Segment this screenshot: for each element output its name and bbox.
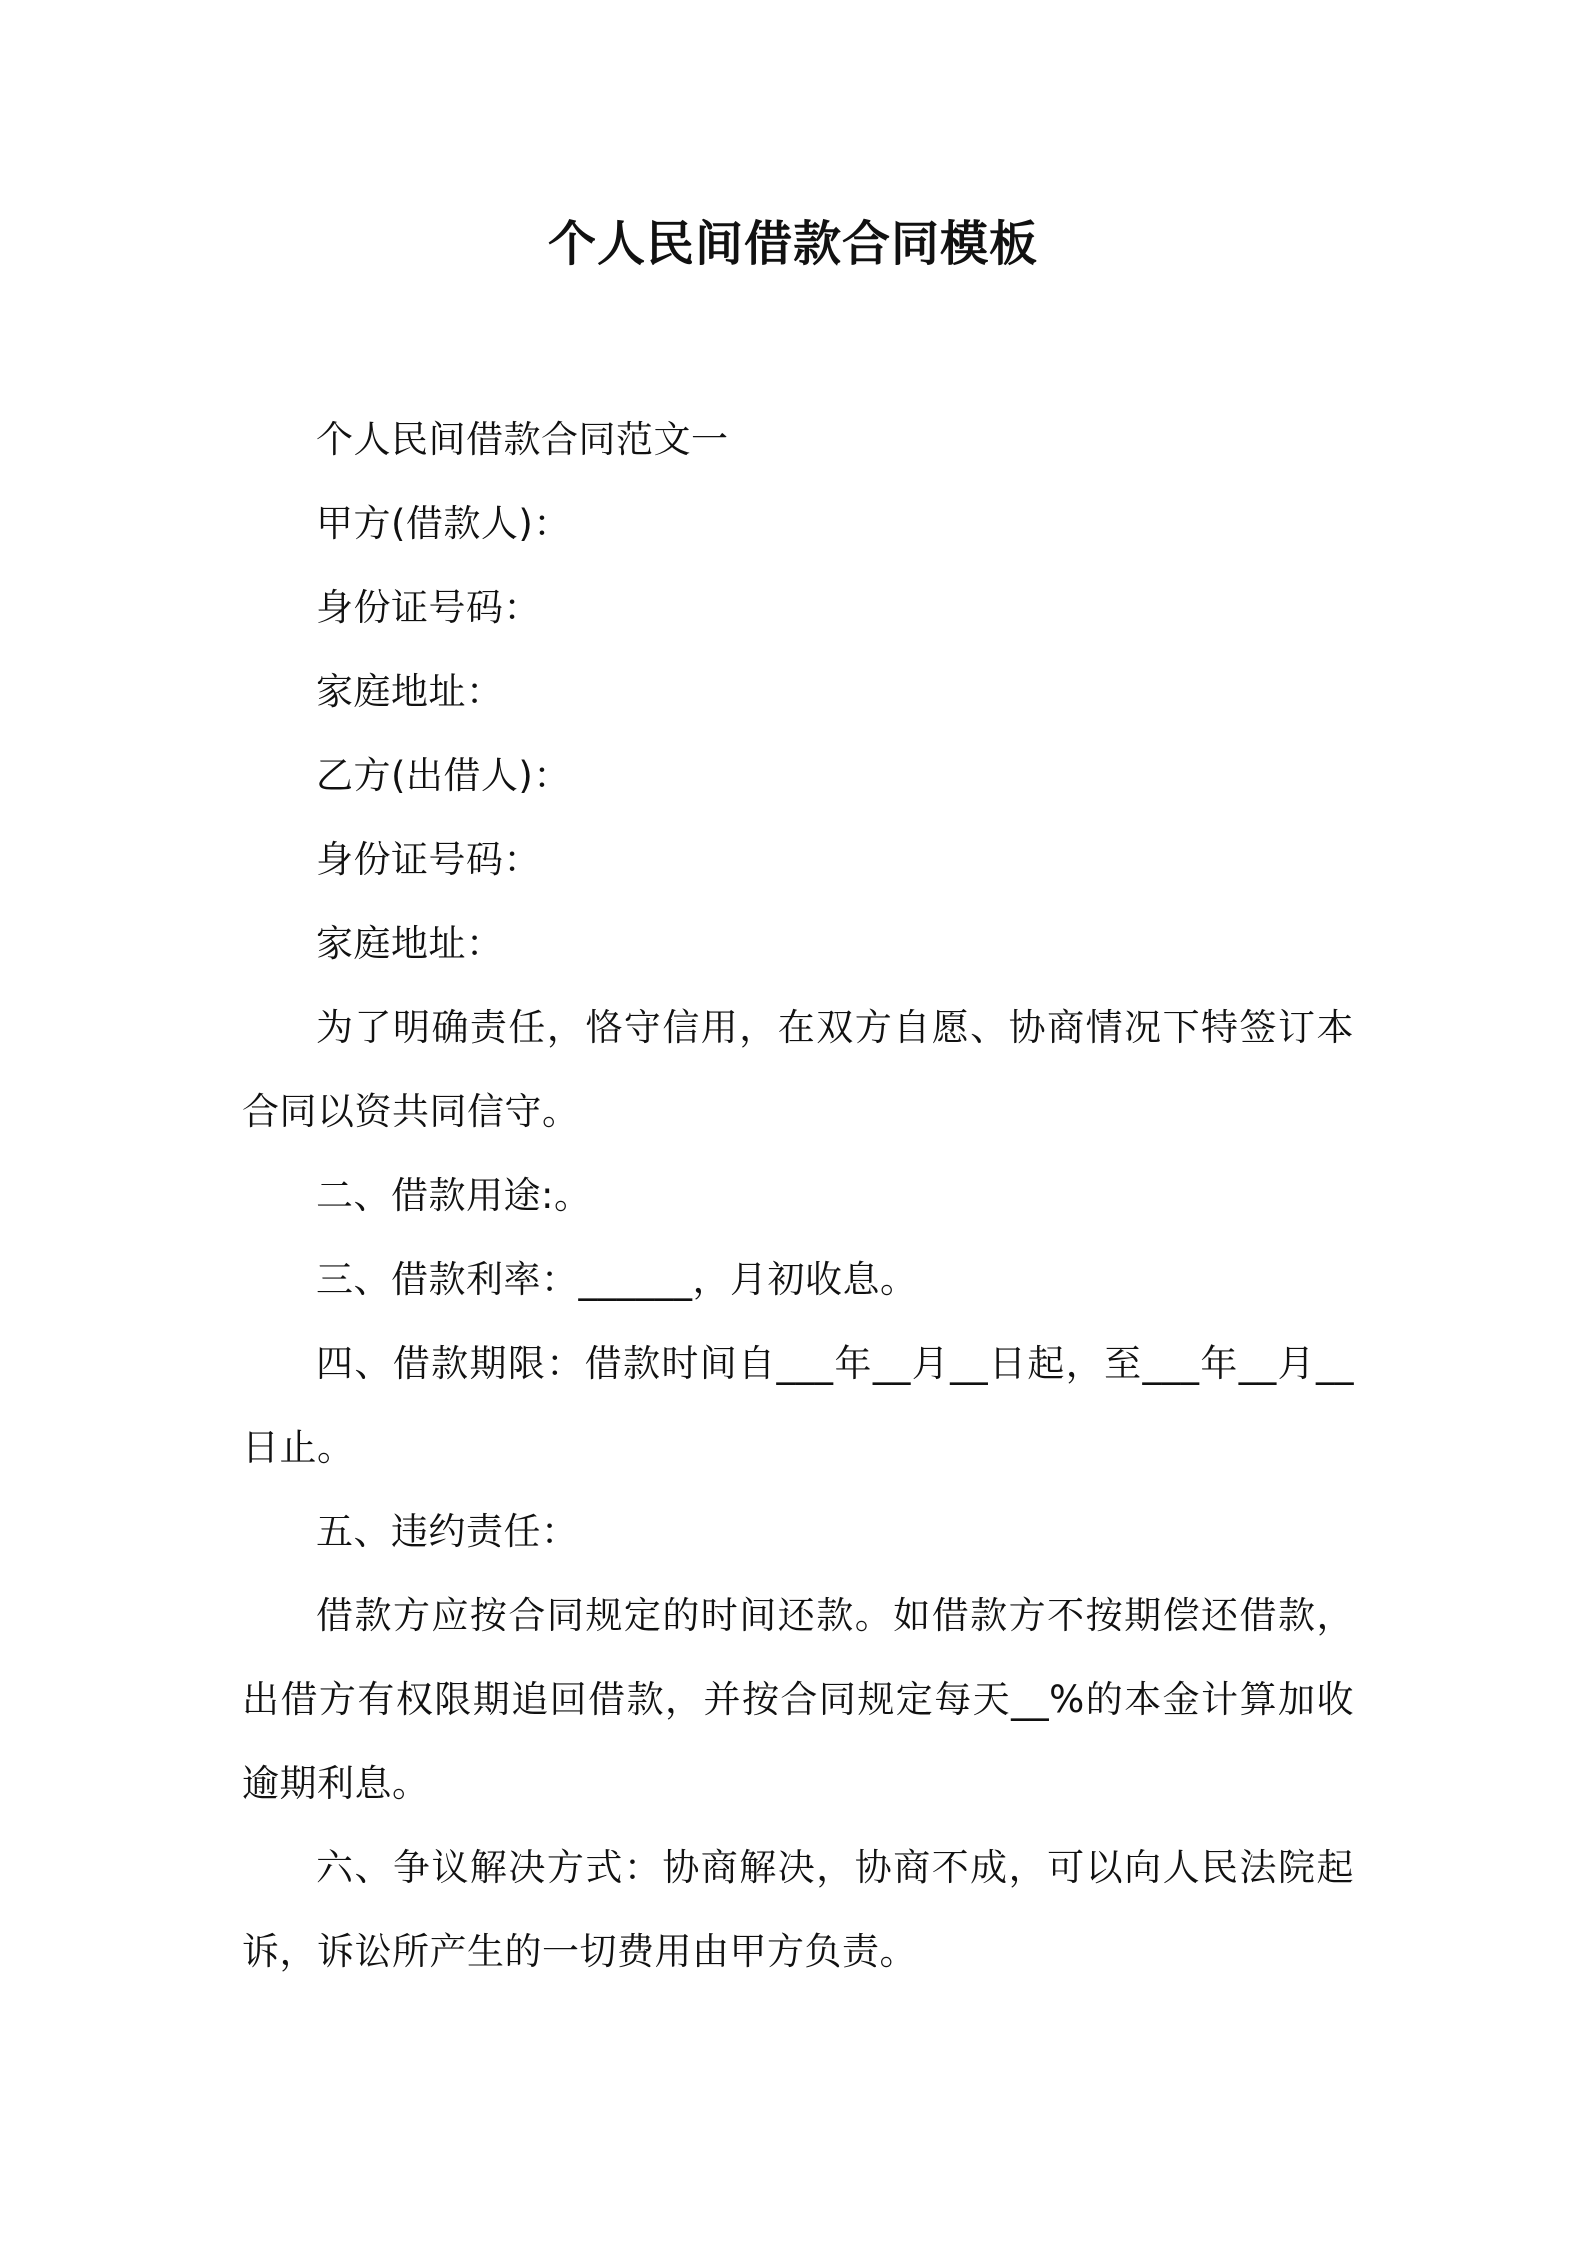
paragraph-breach-terms: 借款方应按合同规定的时间还款。如借款方不按期偿还借款，出借方有权限期追回借款，并按合同规定每天__%的本金计算加收逾期利息。 — [242, 1594, 1354, 1805]
paragraph-loan-purpose: 二、借款用途:。 — [316, 1174, 592, 1217]
paragraph-subtitle: 个人民间借款合同范文一 — [316, 418, 729, 461]
document-body — [242, 398, 1354, 1994]
document-title: 个人民间借款合同模板 — [547, 216, 1038, 272]
paragraph-party-b: 乙方(出借人)： — [316, 754, 571, 797]
paragraph-party-a: 甲方(借款人)： — [316, 502, 571, 545]
paragraph-party-b-id: 身份证号码： — [316, 838, 541, 881]
paragraph-party-b-address: 家庭地址： — [316, 922, 504, 965]
paragraph-preamble: 为了明确责任，恪守信用，在双方自愿、协商情况下特签订本合同以资共同信守。 — [242, 1006, 1354, 1133]
paragraph-loan-term: 四、借款期限：借款时间自___年__月__日起，至___年__月__日止。 — [242, 1342, 1354, 1469]
paragraph-breach-heading: 五、违约责任： — [316, 1510, 579, 1553]
paragraph-party-a-id: 身份证号码： — [316, 586, 541, 629]
paragraph-dispute-resolution: 六、争议解决方式：协商解决，协商不成，可以向人民法院起诉，诉讼所产生的一切费用由甲方负责。 — [242, 1846, 1354, 1973]
paragraph-interest-rate: 三、借款利率：______，月初收息。 — [316, 1258, 918, 1301]
paragraph-party-a-address: 家庭地址： — [316, 670, 504, 713]
